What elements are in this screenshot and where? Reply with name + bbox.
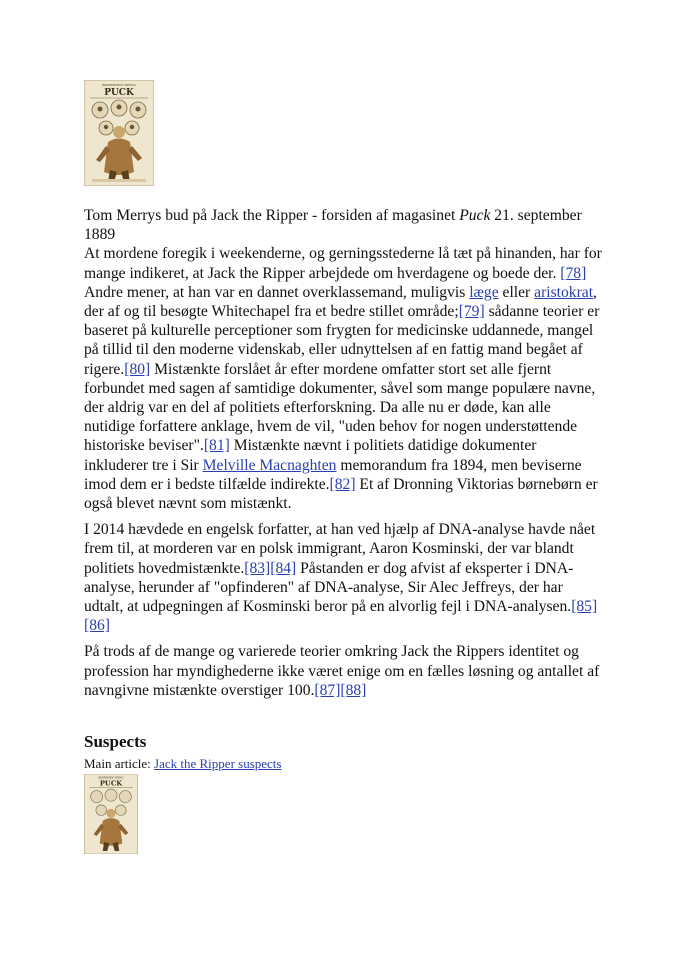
masthead-small-2: INDEPENDENT WEEKLY	[98, 776, 124, 780]
paragraph-no-consensus: På trods af de mange og varierede teorier omkring Jack the Rippers identitet og profession har myndighederne ikke været enige om en fælles løsning og antallet af navngivne mistænkte overstiger 100.[87][88]	[84, 643, 600, 699]
masthead-2: PUCK	[99, 779, 123, 788]
masthead: PUCK	[104, 88, 134, 98]
article-body	[84, 80, 604, 854]
puck-cover-illustration	[84, 80, 154, 186]
citation-82[interactable]: [82]	[329, 475, 356, 493]
citation-81[interactable]: [81]	[203, 437, 230, 455]
magazine-title: Puck	[459, 207, 491, 224]
link-laege[interactable]: læge	[469, 283, 499, 301]
citation-87[interactable]: [87]	[314, 681, 341, 699]
puck-cover-image-small[interactable]	[84, 774, 604, 854]
citation-88[interactable]: [88]	[340, 681, 367, 699]
citation-83[interactable]: [83]	[244, 559, 271, 577]
citation-78[interactable]: [78]	[560, 264, 587, 282]
link-aristokrat[interactable]: aristokrat	[534, 283, 594, 301]
paragraph-dna-analysis: I 2014 hævdede en engelsk forfatter, at han ved hjælp af DNA-analyse havde nået frem til, at morderen var en polsk immigrant, Aaron Kosminski, der var blandt politiets hovedmistænkte.[83][84] Påstanden er dog afvist af eksperter i DNA-analyse, herunder af "opfinderen" af DNA-analyse, Sir Alec Jeffreys, der har udtalt, at udpegningen af Kosminski beror på en alvorlig fejl i DNA-analysen.[85][86]	[84, 521, 598, 635]
citation-80[interactable]: [80]	[124, 360, 151, 378]
citation-85[interactable]: [85]	[571, 598, 598, 616]
puck-cover-illustration-small	[84, 774, 138, 854]
citation-84[interactable]: [84]	[270, 559, 297, 577]
citation-86[interactable]: [86]	[84, 617, 110, 635]
puck-cover-image[interactable]	[84, 80, 604, 186]
masthead-small: INDEPENDENT WEEKLY	[101, 83, 137, 87]
section-heading-suspects: Suspects	[84, 732, 147, 752]
main-article-note: Main article: Jack the Ripper suspects	[84, 756, 282, 772]
link-jack-the-ripper-suspects[interactable]: Jack the Ripper suspects	[154, 756, 282, 772]
link-melville-macnaghten[interactable]: Melville Macnaghten	[202, 456, 337, 474]
paragraph-weekend-theory: At mordene foregik i weekenderne, og gerningsstederne lå tæt på hinanden, har for mange indikeret, at Jack the Ripper arbejdede om hverdagene og boede der. [78] Andre mener, at han var en dannet overklassemand, muligvis læge eller aristokrat, der af og til besøgte Whitechapel fra et bedre stillet område;[79] sådanne teorier er baseret på kulturelle perceptioner som frygten for medicinske uddannede, mangel på tillid til den moderne videnskab, eller udnyttelsen af en fattig mand begået af rigere.[80] Mistænkte forslået år efter mordene omfatter stort set alle fjernt forbundet med sagen af samtidige dokumenter, såvel som mange populære navne, der aldrig var en del af politiets efterforskning. Da alle nu er døde, kan alle nutidige forfattere anklage, hvem de vil, "uden behov for nogen understøttende historiske beviser".[81] Mistænkte nævnt i politiets datidige dokumenter inkluderer tre i Sir Melville Macnaghten memorandum fra 1894, men beviserne imod dem er i bedste tilfælde indirekte.[82] Et af Dronning Viktorias børnebørn er også blevet nævnt som mistænkt.	[84, 245, 602, 513]
image-caption: Tom Merrys bud på Jack the Ripper - forsiden af magasinet Puck 21. september 1889	[84, 207, 582, 244]
citation-79[interactable]: [79]	[458, 303, 485, 321]
